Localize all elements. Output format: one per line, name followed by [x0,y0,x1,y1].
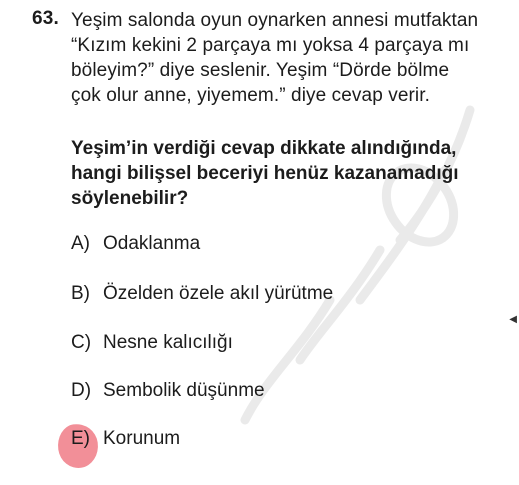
option-a[interactable] [71,233,200,255]
option-text: Nesne kalıcılığı [103,332,233,353]
option-e[interactable] [71,428,180,450]
option-b[interactable] [71,283,333,305]
option-text: Özelden özele akıl yürütme [103,283,334,304]
stem-line: böleyim?” diye seslenir. Yeşim “Dörde bölme [71,60,450,81]
option-letter: E) [71,428,90,449]
prompt-line: söylenebilir? [71,188,189,209]
stem-line: çok olur anne, yiyemem.” diye cevap verir. [71,85,431,106]
option-text: Korunum [103,428,181,449]
option-c[interactable] [71,332,233,354]
option-letter: B) [71,283,90,304]
question-number: 63. [32,8,60,29]
option-text: Odaklanma [103,233,201,254]
margin-mark-icon: ◀ [509,314,517,325]
option-letter: C) [71,332,92,353]
option-letter: A) [71,233,90,254]
option-text: Sembolik düşünme [103,380,265,401]
prompt-line: Yeşim’in verdiği cevap dikkate alındığında, [71,138,457,159]
option-d[interactable] [71,380,265,402]
option-letter: D) [71,380,92,401]
question-stem [71,8,511,108]
stem-line: “Kızım kekini 2 parçaya mı yoksa 4 parçaya mı [71,35,470,56]
question-prompt [71,136,511,211]
stem-line: Yeşim salonda oyun oynarken annesi mutfaktan [71,10,479,31]
prompt-line: hangi bilişsel beceriyi henüz kazanamadığı [71,163,459,184]
